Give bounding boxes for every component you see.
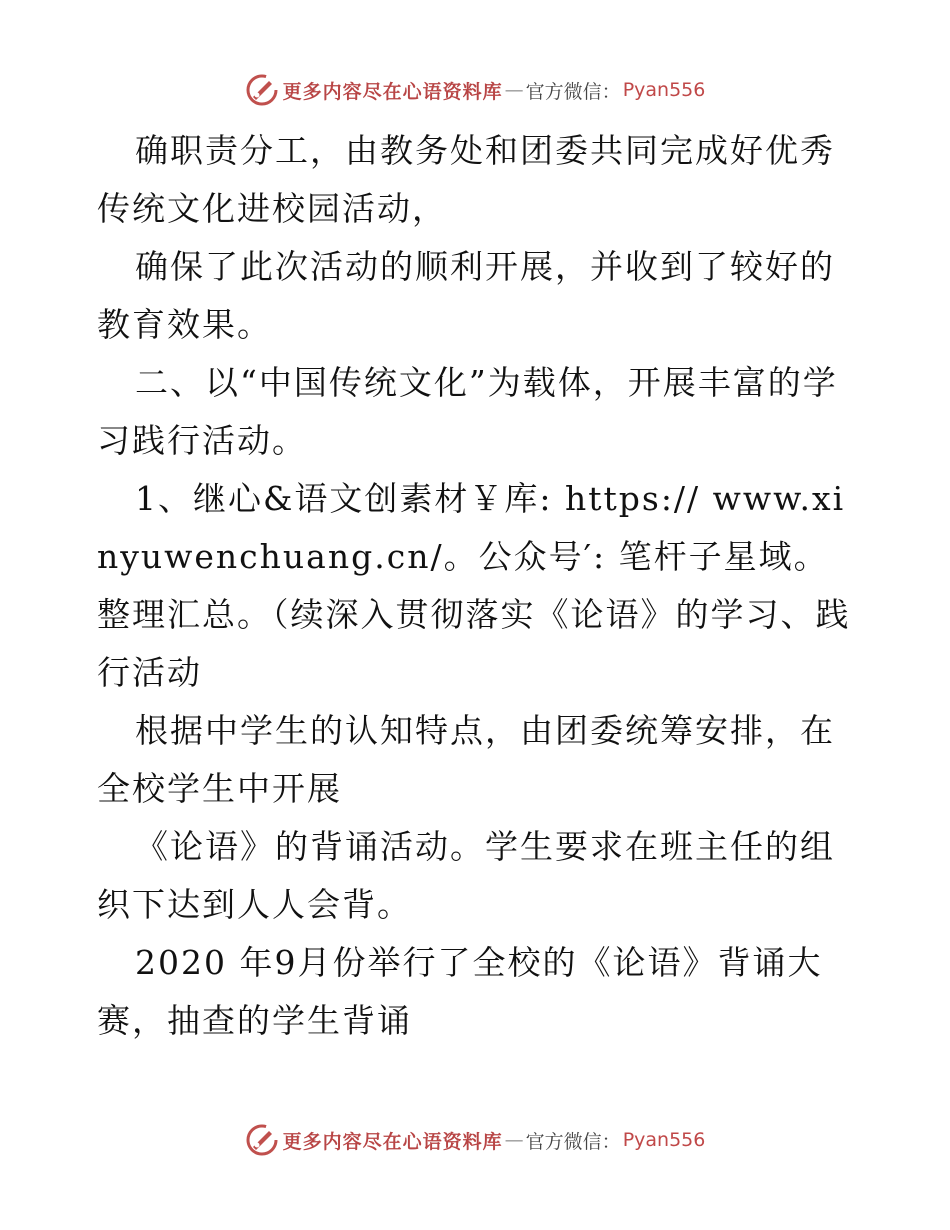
- footer-wechat-label: 官方微信：: [525, 1130, 621, 1153]
- header-wechat-label: 官方微信：: [525, 80, 621, 103]
- brand-logo-icon: [245, 1123, 279, 1157]
- paragraph-6: 《论语》的背诵活动。学生要求在班主任的组织下达到人人会背。: [97, 827, 835, 924]
- footer-wechat-id: Pyan556: [622, 1129, 706, 1151]
- footer-brand-text: 更多内容尽在心语资料库: [282, 1130, 503, 1153]
- paragraph-4: 1、继心&语文创素材￥库: https:// www.xinyuwenchuang.cn/。公众号′: 笔杆子星域。整理汇总。（续深入贯彻落实《论语》的学习、践行活动: [97, 479, 851, 692]
- footer-banner: [0, 1120, 950, 1160]
- header-dash: —: [504, 79, 524, 101]
- paragraph-3: 二、以“中国传统文化”为载体，开展丰富的学习践行活动。: [97, 363, 838, 460]
- brand-logo-icon: [245, 73, 279, 107]
- paragraph-5: 根据中学生的认知特点，由团委统筹安排，在全校学生中开展: [97, 711, 835, 808]
- header-brand-text: 更多内容尽在心语资料库: [282, 80, 503, 103]
- document-body: [97, 122, 857, 1050]
- paragraph-2: 确保了此次活动的顺利开展，并收到了较好的教育效果。: [97, 247, 835, 344]
- footer-dash: —: [504, 1129, 524, 1151]
- header-wechat-id: Pyan556: [622, 79, 706, 101]
- header-banner: [0, 70, 950, 110]
- paragraph-7: 2020 年9月份举行了全校的《论语》背诵大赛，抽查的学生背诵: [97, 943, 823, 1040]
- paragraph-1: 确职责分工，由教务处和团委共同完成好优秀传统文化进校园活动，: [97, 131, 835, 228]
